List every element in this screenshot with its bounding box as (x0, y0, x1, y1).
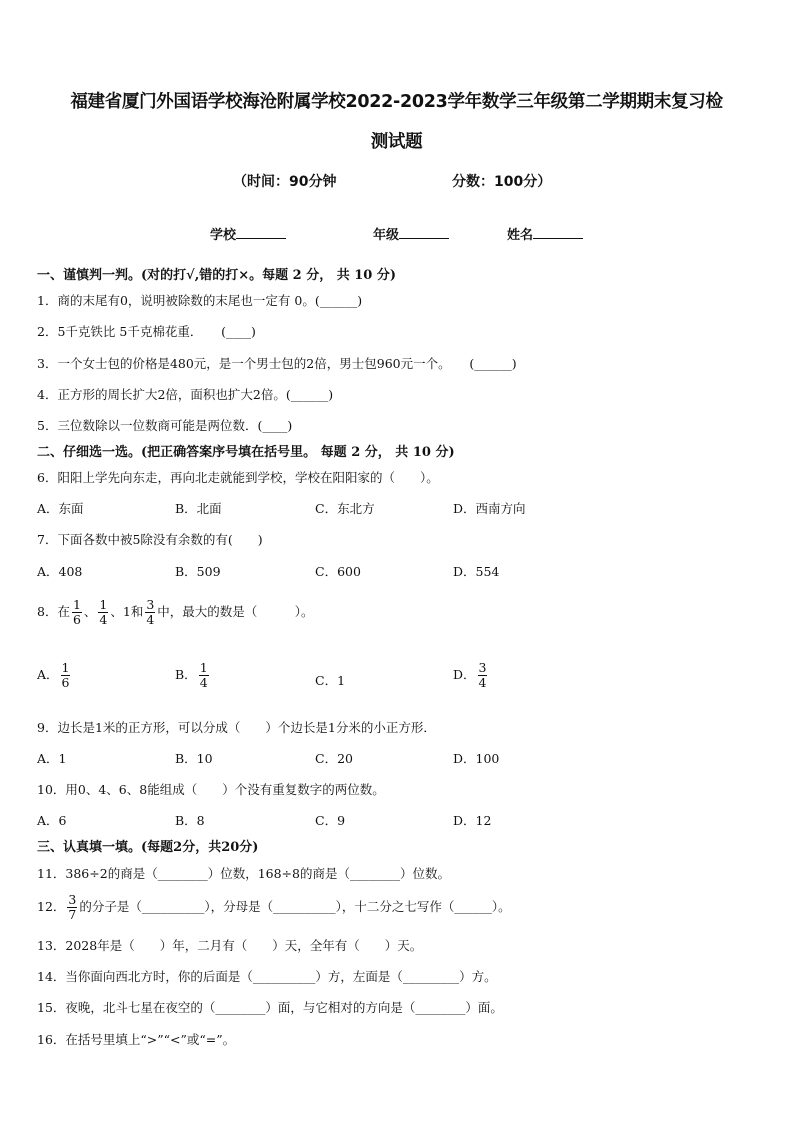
fraction-denominator: 4 (99, 612, 108, 627)
question-15: 15．夜晚，北斗七星在夜空的（________）面，与它相对的方向是（________）面。 (37, 1000, 503, 1015)
q12-text: 的分子是（__________），分母是（__________），十二分之七写作（______）。 (79, 899, 511, 914)
fraction-three-quarters (478, 661, 488, 690)
option-letter: B． (175, 667, 197, 682)
question-4: 4．正方形的周长扩大2倍，面积也扩大2倍。(______) (37, 387, 334, 402)
fraction-denominator: 4 (478, 675, 487, 690)
q8-prefix: 8．在 (37, 604, 70, 619)
q10-option-d[interactable]: D．12 (453, 813, 492, 828)
fraction-numerator: 3 (146, 597, 155, 612)
question-3: 3．一个女士包的价格是480元，是一个男士包的2倍，男士包960元一个。 (______) (37, 356, 517, 371)
q6-option-b[interactable]: B．北面 (175, 501, 222, 516)
section-1-heading: 一、谨慎判一判。(对的打√,错的打×。每题 2 分， 共 10 分) (37, 268, 397, 283)
school-field[interactable] (210, 224, 286, 243)
q7-option-a[interactable]: A．408 (37, 564, 83, 579)
section-2-heading: 二、仔细选一选。(把正确答案序号填在括号里。 每题 2 分， 共 10 分) (37, 445, 455, 460)
q6-option-a[interactable]: A．东面 (37, 501, 84, 516)
q9-option-a[interactable]: A．1 (37, 751, 67, 766)
q10-option-a[interactable]: A．6 (37, 813, 67, 828)
question-7: 7．下面各数中被5除没有余数的有( ) (37, 532, 263, 547)
exam-time: （时间：90分钟 (233, 174, 337, 190)
q7-option-c[interactable]: C．600 (315, 564, 361, 579)
question-5: 5．三位数除以一位数商可能是两位数．(____) (37, 418, 293, 433)
fraction-numerator: 3 (478, 660, 487, 675)
q8-option-d[interactable] (453, 661, 489, 690)
q8-separator: 、 (83, 604, 97, 619)
fraction-one-sixth (61, 661, 71, 690)
exam-title-line2: 测试题 (370, 132, 423, 152)
fraction-three-sevenths (67, 893, 77, 922)
q10-option-b[interactable]: B．8 (175, 813, 205, 828)
fraction-denominator: 4 (199, 675, 208, 690)
q12-number: 12． (37, 899, 66, 914)
q6-option-d[interactable]: D．西南方向 (453, 501, 526, 516)
fraction-one-quarter (98, 598, 108, 627)
fraction-numerator: 1 (72, 597, 81, 612)
fraction-numerator: 1 (199, 660, 208, 675)
q6-option-c[interactable]: C．东北方 (315, 501, 375, 516)
q8-option-c[interactable]: C．1 (315, 673, 346, 688)
q8-middle-text: 、1和 (110, 604, 144, 619)
name-label: 姓名 (507, 228, 534, 243)
exam-title-line1: 福建省厦门外国语学校海沧附属学校2022-2023学年数学三年级第二学期期末复习检 (70, 92, 723, 112)
question-10: 10．用0、4、6、8能组成（ ）个没有重复数字的两位数。 (37, 782, 385, 797)
q9-option-b[interactable]: B．10 (175, 751, 213, 766)
fraction-denominator: 6 (61, 675, 70, 690)
fraction-denominator: 7 (68, 907, 77, 922)
section-3-heading: 三、认真填一填。(每题2分，共20分) (37, 840, 259, 855)
name-field[interactable] (507, 224, 583, 243)
fraction-numerator: 1 (99, 597, 108, 612)
fraction-one-sixth (72, 598, 82, 627)
fraction-denominator: 4 (146, 612, 155, 627)
grade-label: 年级 (373, 228, 400, 243)
q8-option-a[interactable] (37, 661, 72, 690)
question-8 (37, 598, 314, 627)
grade-blank[interactable] (399, 225, 449, 239)
grade-field[interactable] (373, 224, 449, 243)
fraction-one-quarter (199, 661, 209, 690)
option-letter: D． (453, 667, 476, 682)
fraction-three-quarters (145, 598, 155, 627)
option-letter: A． (37, 667, 59, 682)
q9-option-c[interactable]: C．20 (315, 751, 353, 766)
fraction-denominator: 6 (72, 612, 81, 627)
question-1: 1．商的末尾有0，说明被除数的末尾也一定有 0。(______) (37, 293, 363, 308)
question-16: 16．在括号里填上“>”“<”或“=”。 (37, 1032, 236, 1047)
school-label: 学校 (210, 228, 237, 243)
question-2: 2．5千克铁比 5千克棉花重． (____) (37, 324, 256, 339)
question-14: 14．当你面向西北方时，你的后面是（__________）方，左面是（_________）方。 (37, 969, 497, 984)
q7-option-b[interactable]: B．509 (175, 564, 221, 579)
q10-option-c[interactable]: C．9 (315, 813, 346, 828)
name-blank[interactable] (533, 225, 583, 239)
question-13: 13．2028年是（ ）年，二月有（ ）天，全年有（ ）天。 (37, 938, 423, 953)
question-9: 9．边长是1米的正方形，可以分成（ ）个边长是1分米的小正方形． (37, 720, 436, 735)
fraction-numerator: 3 (68, 892, 77, 907)
q7-option-d[interactable]: D．554 (453, 564, 500, 579)
question-12 (37, 893, 511, 922)
q9-option-d[interactable]: D．100 (453, 751, 500, 766)
question-6: 6．阳阳上学先向东走，再向北走就能到学校，学校在阳阳家的（ ）。 (37, 470, 439, 485)
q8-suffix: 中，最大的数是（ ）。 (157, 604, 314, 619)
fraction-numerator: 1 (61, 660, 70, 675)
question-11: 11．386÷2的商是（________）位数，168÷8的商是（________）位数。 (37, 866, 450, 881)
exam-score: 分数：100分） (452, 174, 552, 190)
school-blank[interactable] (236, 225, 286, 239)
q8-option-b[interactable] (175, 661, 211, 690)
